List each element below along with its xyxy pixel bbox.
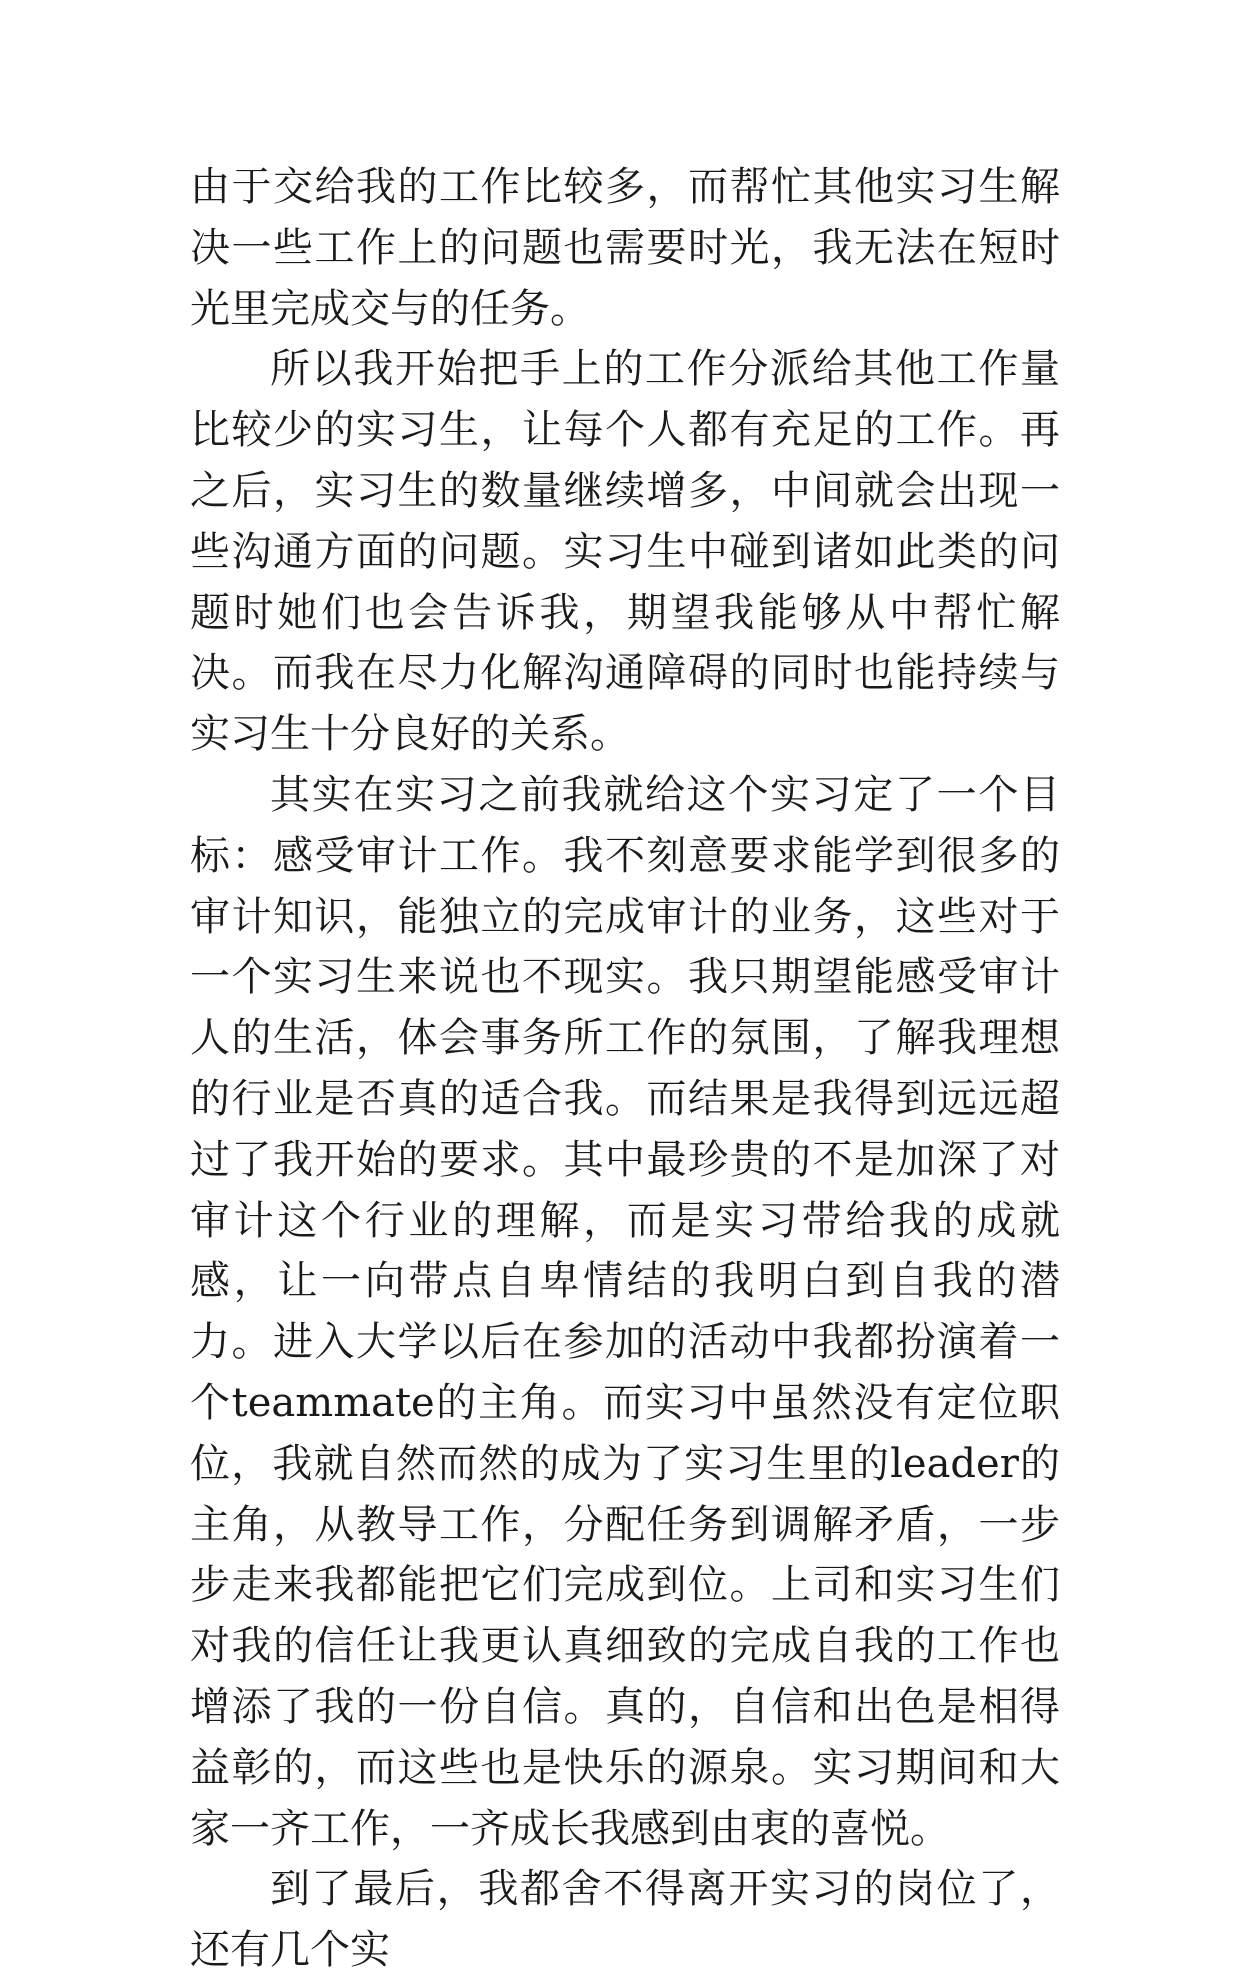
paragraph-4: 到了最后，我都舍不得离开实习的岗位了，还有几个实 — [190, 1866, 1060, 1974]
paragraph-1: 由于交给我的工作比较多，而帮忙其他实习生解决一些工作上的问题也需要时光，我无法在短时光里完成交与的任务。 — [190, 164, 1060, 332]
paragraph-3: 其实在实习之前我就给这个实习定了一个目标：感受审计工作。我不刻意要求能学到很多的审计知识，能独立的完成审计的业务，这些对于一个实习生来说也不现实。我只期望能感受审计人的生活，体会事务所工作的氛围，了解我理想的行业是否真的适合我。而结果是我得到远远超过了我开始的要求。其中最珍贵的不是加深了对审计这个行业的理解，而是实习带给我的成就感，让一向带点自卑情结的我明白到自我的潜力。进入大学以后在参加的活动中我都扮演着一个teammate的主角。而实习中虽然没有定位职位，我就自然而然的成为了实习生里的leader的主角，从教导工作，分配任务到调解矛盾，一步步走来我都能把它们完成到位。上司和实习生们对我的信任让我更认真细致的完成自我的工作也增添了我的一份自信。真的，自信和出色是相得益彰的，而这些也是快乐的源泉。实习期间和大家一齐工作，一齐成长我感到由衷的喜悦。 — [190, 771, 1060, 1852]
document-page — [190, 157, 1060, 1981]
paragraph-2: 所以我开始把手上的工作分派给其他工作量比较少的实习生，让每个人都有充足的工作。再之后，实习生的数量继续增多，中间就会出现一些沟通方面的问题。实习生中碰到诸如此类的问题时她们也会告诉我，期望我能够从中帮忙解决。而我在尽力化解沟通障碍的同时也能持续与实习生十分良好的关系。 — [190, 346, 1060, 758]
